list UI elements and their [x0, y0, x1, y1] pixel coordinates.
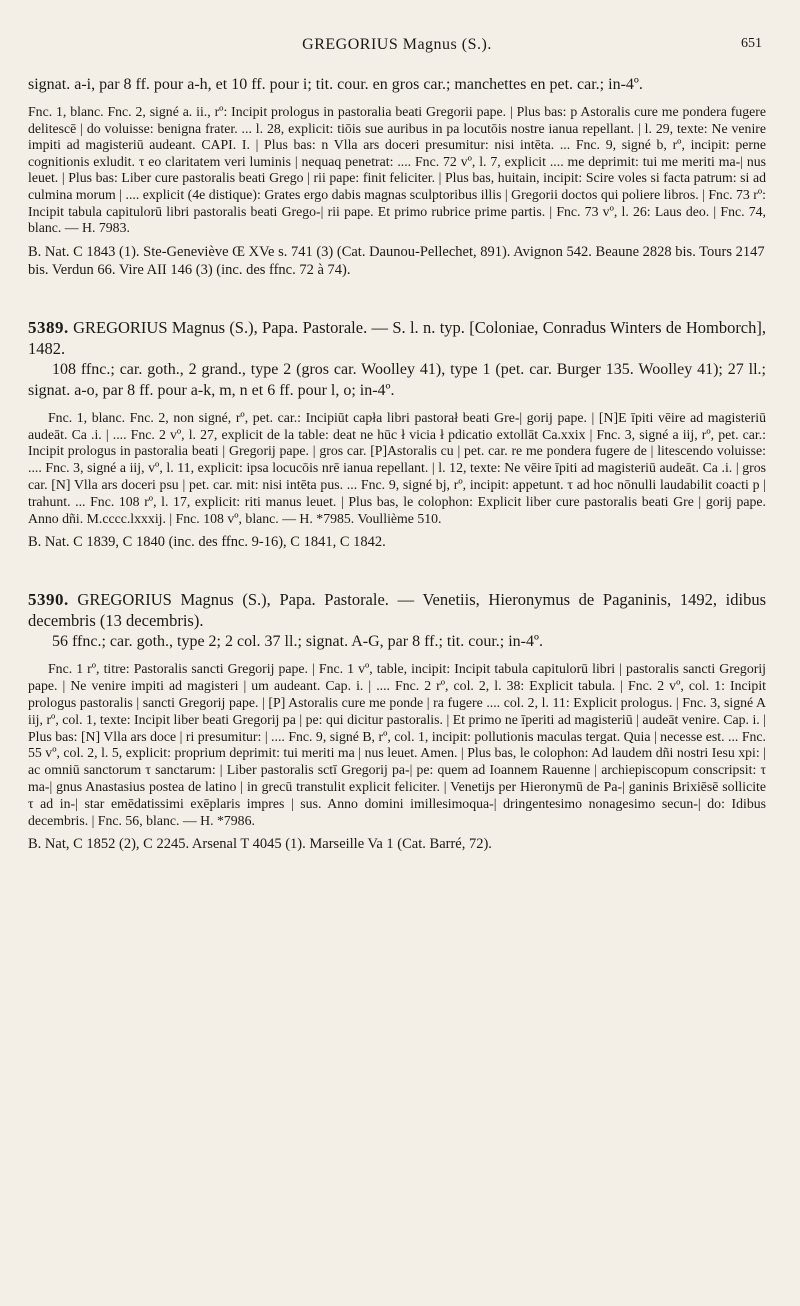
- continued-notes: Fnc. 1, blanc. Fnc. 2, signé a. ii., rº: Incipit prologus in pastoralia beati Gregorii pape. | Plus bas: p Astoralis cure me pondera fugere delitescē | do voluisse: benigna frater. ... l. 28, explicit: tiōis sue auribus in pa locutōis nostre ianua repellant. | l. 29, texte: Ne venire impiti ad magisteriū audeant. CAPI. I. | Plus bas: n Vlla ars doceri presumitur: nisi intēta. ... Fnc. 9, signé b, rº, incipit: perne cognitionis exludit. τ eo claritatem veri luminis | nequaq penetrat: .... Fnc. 72 vº, l. 7, explicit .... me deprimit: tui me meriti ma-| nus leuet. | Plus bas: Liber cure pastoralis beati Grego | rii pape: finit feliciter. | Plus bas, huitain, incipit: Scire voles si facta patrum: si ad culmina morum | .... explicit (4e distique): Grates ergo dabis magnas sculptoribus illis | Gregorii doctos qui poliere libros. | Fnc. 73 rº: Incipit tabula capitulorū libri pastoralis beati Grego-| rii pape. Et primo rubrice prime partis. | Fnc. 73 vº, l. 26: Laus deo. | Fnc. 74, blanc. — H. 7983.: [28, 104, 766, 236]
- entry-collation: 56 ffnc.; car. goth., type 2; 2 col. 37 ll.; signat. A-G, par 8 ff.; tit. cour.; in-4º.: [52, 633, 543, 651]
- continued-holdings: B. Nat. C 1843 (1). Ste-Geneviève Œ XVe s. 741 (3) (Cat. Daunou-Pellechet, 891). Avignon 542. Beaune 2828 bis. Tours 2147 bis. Verdun 66. Vire AII 146 (3) (inc. des ffnc. 72 à 74).: [28, 243, 765, 278]
- continued-collation: signat. a-i, par 8 ff. pour a-h, et 10 ff. pour i; tit. cour. en gros car.; manchettes en pet. car.; in-4º.: [28, 76, 643, 93]
- continued-entry: [28, 74, 766, 279]
- entry-holdings: B. Nat, C 1852 (2), C 2245. Arsenal T 4045 (1). Marseille Va 1 (Cat. Barré, 72).: [28, 836, 492, 853]
- entry-5390: [28, 589, 766, 853]
- page-number: 651: [741, 36, 762, 51]
- entry-collation: 108 ffnc.; car. goth., 2 grand., type 2 (gros car. Woolley 41), type 1 (pet. car. Burger 135. Woolley 41); 27 ll.; signat. a-o, par 8 ff. pour a-k, m, n et 6 ff. pour l, o; in-4º.: [28, 360, 766, 399]
- entry-number: 5390.: [28, 590, 69, 610]
- entry-heading: [28, 317, 766, 359]
- entry-number: 5389.: [28, 317, 69, 337]
- running-head-title: GREGORIUS Magnus (S.).: [302, 36, 492, 53]
- entry-holdings: B. Nat. C 1839, C 1840 (inc. des ffnc. 9-16), C 1841, C 1842.: [28, 534, 386, 551]
- running-head: [28, 0, 766, 60]
- entry-title: GREGORIUS Magnus (S.), Papa. Pastorale. — S. l. n. typ. [Coloniae, Conradus Winters de Homborch], 1482.: [28, 317, 767, 358]
- entry-heading: [28, 589, 766, 631]
- entry-notes: Fnc. 1 rº, titre: Pastoralis sancti Gregorij pape. | Fnc. 1 vº, table, incipit: Incipit tabula capitulorū libri | pastoralis sancti Gregorij pape. | Ne venire impiti ad magisteri | um audeant. Cap. i. | .... Fnc. 2 rº, col. 2, l. 38: Explicit tabula. | Fnc. 2 vº, col. 1: Incipit prologus pastoralis | sancti Gregorij pape. | [P] Astoralis cure me ponde | ra fugere .... col. 2, l. 11: Explicit prologus. | Fnc. 3, signé A iij, rº, col. 1, texte: Incipit liber beati Gregorij pa | pe: qui dicitur pastoralis. | Et primo ne īperiti ad magisteriū | audeāt venire. Cap. i. | Plus bas: [N] Vlla ars doce | ri presumitur: | .... Fnc. 9, signé B, rº, col. 1, incipit: pollutionis maculas tergat. Quia | necesse est. ... Fnc. 55 vº, col. 2, l. 5, explicit: proprium deprimit: tui meriti ma | nus leuet. Amen. | Plus bas, le colophon: Ad laudem dñi nostri Iesu xpi: | ac omniū sanctorum τ sanctarum: | Liber pastoralis sctī Gregorij pa-| pe: quem ad Ioannem Rauenne | archiepiscopum conscripsit: τ ma-| gnus Anastasius postea de latino | in grecū transtulit explicit feliciter. | Venetijs per Hieronymū de Pa-| ganinis Brixiēsē sollicite τ ad in-| star emēdatissimi exēplaris impres | sus. Anno domini imillesimoqua-| dringentesimo nonagesimo secun-| do: Idibus decembris. | Fnc. 56, blanc. — H. *7986.: [28, 661, 766, 828]
- entry-5389: [28, 317, 766, 552]
- entry-title: GREGORIUS Magnus (S.), Papa. Pastorale. — Venetiis, Hieronymus de Paganinis, 1492, idibus decembris (13 decembris).: [28, 590, 766, 631]
- entry-notes: Fnc. 1, blanc. Fnc. 2, non signé, rº, pet. car.: Incipiūt capła libri pastorał beati Gre-| gorij pape. | [N]E īpiti vēire ad magisteriū audeāt. Ca .i. | .... Fnc. 2 vº, l. 27, explicit de la table: deat ne hūc ł vicia ł pdicatio extollāt Ca.xxix | Fnc. 3, signé a iij, rº, pet. car.: Incipit prologus in pastoralia beati | Gregorij pape. | gros car. [P]Astoralis cu | pet. car. re me pondera fugere de | litescendo voluisse: .... Fnc. 3, signé a iij, vº, l. 11, explicit: ipsa locucōis nrē ianua repellant. | l. 12, texte: Ne vēire īpiti ad magisteriū audeāt. Ca .i. | gros car. [N] Vlla ars doceri psu | pet. car. mit: nisi intēta pus. ... Fnc. 9, signé bj, rº, incipit: appetunt. τ ad hoc nōnulli laudabilit coacti p | trahunt. ... Fnc. 108 rº, l. 17, explicit: riti manus leuet. | Plus bas, le colophon: Explicit liber cure pastoralis beati Gre | gorij pape. Anno dñi. M.cccc.lxxxij. | Fnc. 108 vº, blanc. — H. *7985. Voullième 510.: [28, 409, 766, 526]
